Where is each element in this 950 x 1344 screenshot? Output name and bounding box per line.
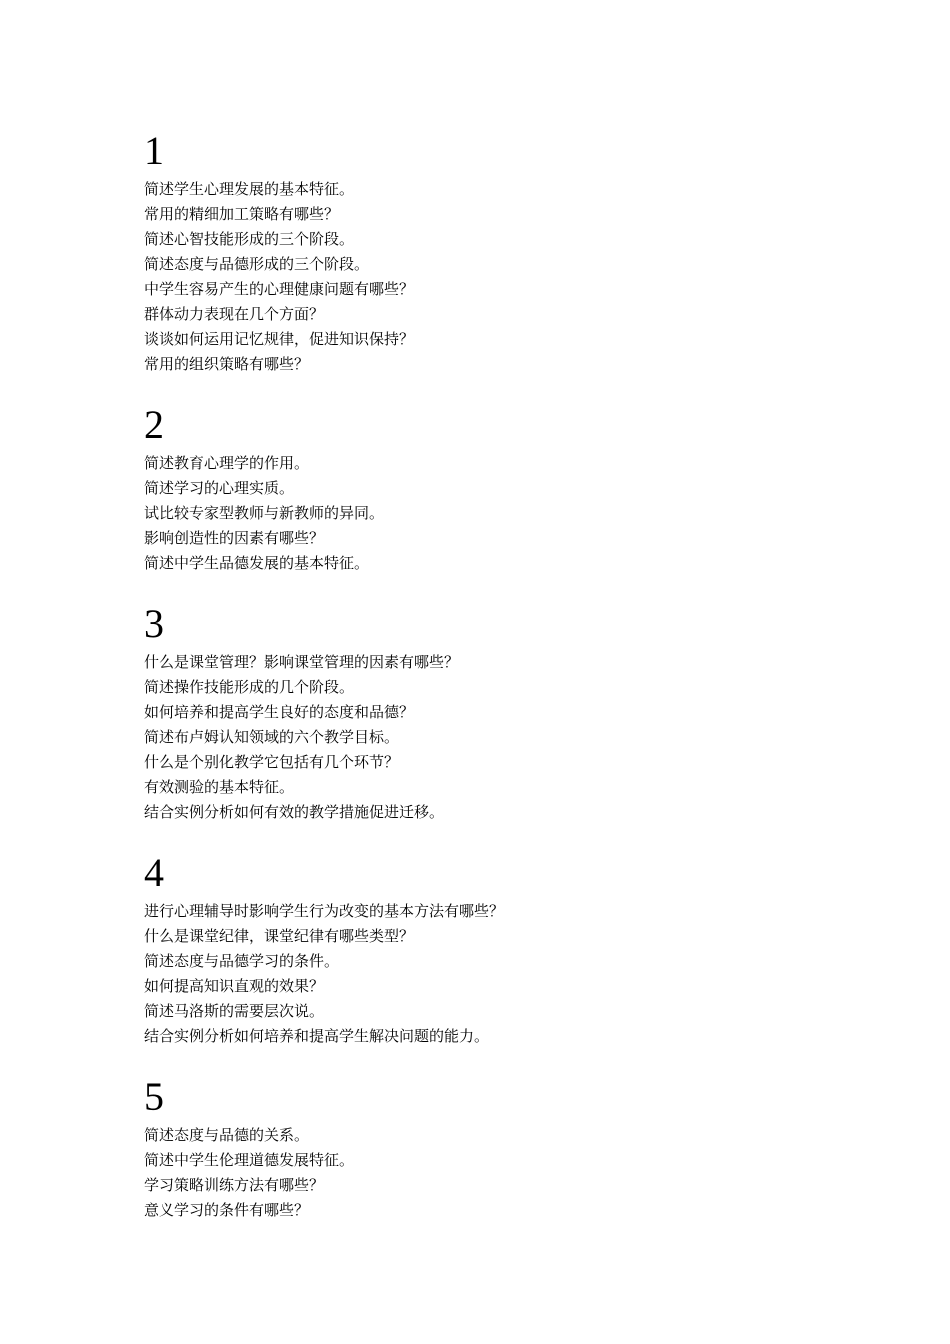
question-item: 什么是个别化教学它包括有几个环节？: [144, 753, 400, 771]
question-section-3: [144, 601, 844, 825]
question-item: 简述态度与品德学习的条件。: [144, 952, 340, 970]
question-item: 简述马洛斯的需要层次说。: [144, 1002, 325, 1020]
section-number: 1: [144, 128, 164, 173]
question-item: 什么是课堂纪律，课堂纪律有哪些类型？: [144, 927, 415, 945]
question-item: 如何培养和提高学生良好的态度和品德？: [144, 703, 415, 721]
question-item: 简述心智技能形成的三个阶段。: [144, 230, 355, 248]
question-item: 学习策略训练方法有哪些？: [144, 1176, 325, 1194]
question-item: 结合实例分析如何有效的教学措施促进迁移。: [144, 803, 445, 821]
question-section-4: [144, 850, 844, 1049]
question-item: 谈谈如何运用记忆规律，促进知识保持？: [144, 330, 415, 348]
question-item: 常用的组织策略有哪些？: [144, 355, 310, 373]
question-item: 常用的精细加工策略有哪些？: [144, 205, 340, 223]
question-item: 进行心理辅导时影响学生行为改变的基本方法有哪些？: [144, 902, 505, 920]
question-item: 影响创造性的因素有哪些？: [144, 529, 325, 547]
question-item: 简述布卢姆认知领域的六个教学目标。: [144, 728, 400, 746]
question-item: 中学生容易产生的心理健康问题有哪些？: [144, 280, 415, 298]
question-list: [144, 650, 844, 825]
question-item: 如何提高知识直观的效果？: [144, 977, 325, 995]
question-item: 群体动力表现在几个方面？: [144, 305, 325, 323]
question-item: 简述态度与品德的关系。: [144, 1126, 310, 1144]
question-item: 简述学习的心理实质。: [144, 479, 295, 497]
section-number: 4: [144, 850, 164, 895]
question-item: 简述中学生伦理道德发展特征。: [144, 1151, 355, 1169]
question-item: 结合实例分析如何培养和提高学生解决问题的能力。: [144, 1027, 490, 1045]
question-section-5: [144, 1074, 844, 1223]
question-item: 简述操作技能形成的几个阶段。: [144, 678, 355, 696]
question-list: [144, 899, 844, 1049]
question-item: 试比较专家型教师与新教师的异同。: [144, 504, 385, 522]
question-item: 简述教育心理学的作用。: [144, 454, 310, 472]
question-item: 简述态度与品德形成的三个阶段。: [144, 255, 370, 273]
question-list: [144, 177, 844, 377]
question-section-1: [144, 128, 844, 377]
question-list: [144, 451, 844, 576]
question-item: 什么是课堂管理？影响课堂管理的因素有哪些？: [144, 653, 460, 671]
question-section-2: [144, 402, 844, 576]
question-item: 有效测验的基本特征。: [144, 778, 295, 796]
section-number: 2: [144, 402, 164, 447]
question-item: 简述学生心理发展的基本特征。: [144, 180, 355, 198]
section-number: 3: [144, 601, 164, 646]
question-item: 简述中学生品德发展的基本特征。: [144, 554, 370, 572]
question-item: 意义学习的条件有哪些？: [144, 1201, 310, 1219]
question-list: [144, 1123, 844, 1223]
section-number: 5: [144, 1074, 164, 1119]
